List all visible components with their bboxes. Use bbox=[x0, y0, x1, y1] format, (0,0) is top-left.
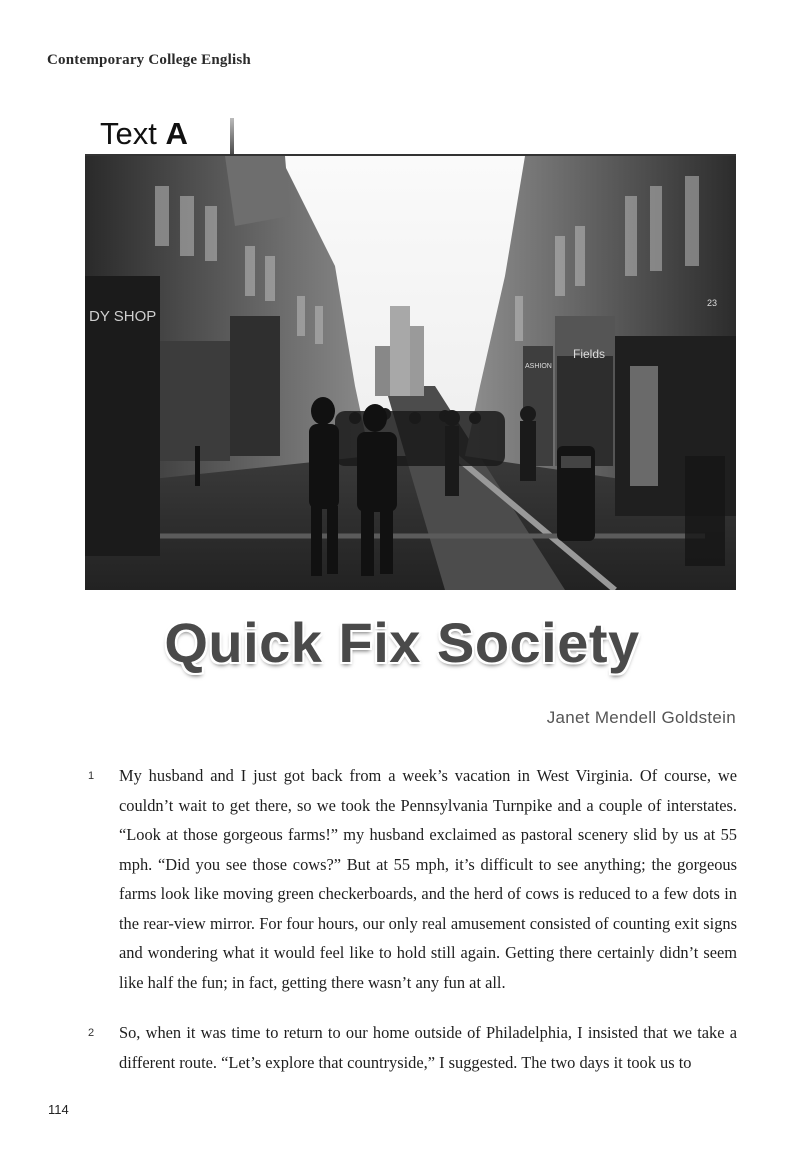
paragraph-number: 1 bbox=[88, 770, 95, 782]
section-label-tab bbox=[230, 118, 234, 156]
paragraph-text: My husband and I just got back from a week’s vacation in West Virginia. Of course, we couldn’t wait to get there, so we took the Pennsylvania Turnpike and a couple of interstates. “Look at those gorgeous farms!” my husband exclaimed as pastoral scenery slid by us at 55 mph. “Did you see those cows?” But at 55 mph, it’s difficult to see anything; the gorgeous farms look like moving green checkerboards, and the herd of cows is reduced to a few dots in the rear-view mirror. For four hours, our only real amusement consisted of counting exit signs and wondering what it would feel like to hold still again. Getting there certainly didn’t seem like half the fun; in fact, getting there wasn’t any fun at all. bbox=[119, 766, 737, 992]
paragraph-text: So, when it was time to return to our home outside of Philadelphia, I insisted that we take a different route. “Let’s explore that countryside,” I suggested. The two days it took us to bbox=[119, 1023, 737, 1072]
paragraph-1 bbox=[119, 761, 737, 997]
section-label bbox=[100, 118, 188, 149]
article-author: Janet Mendell Goldstein bbox=[546, 708, 736, 727]
section-label-prefix: Text bbox=[100, 116, 166, 151]
building-number: 23 bbox=[707, 298, 718, 308]
paragraph-number: 2 bbox=[88, 1027, 95, 1039]
shop-sign-fields: Fields bbox=[573, 347, 606, 361]
running-head: Contemporary College English bbox=[47, 52, 251, 68]
shop-sign-left: DY SHOP bbox=[89, 308, 157, 325]
section-label-letter: A bbox=[165, 116, 188, 151]
street-photo bbox=[85, 154, 736, 590]
article-title: Quick Fix Society bbox=[164, 611, 640, 674]
shop-sign-fashion: ASHION bbox=[525, 363, 552, 370]
paragraph-2 bbox=[119, 1018, 737, 1077]
page-number: 114 bbox=[48, 1102, 69, 1117]
